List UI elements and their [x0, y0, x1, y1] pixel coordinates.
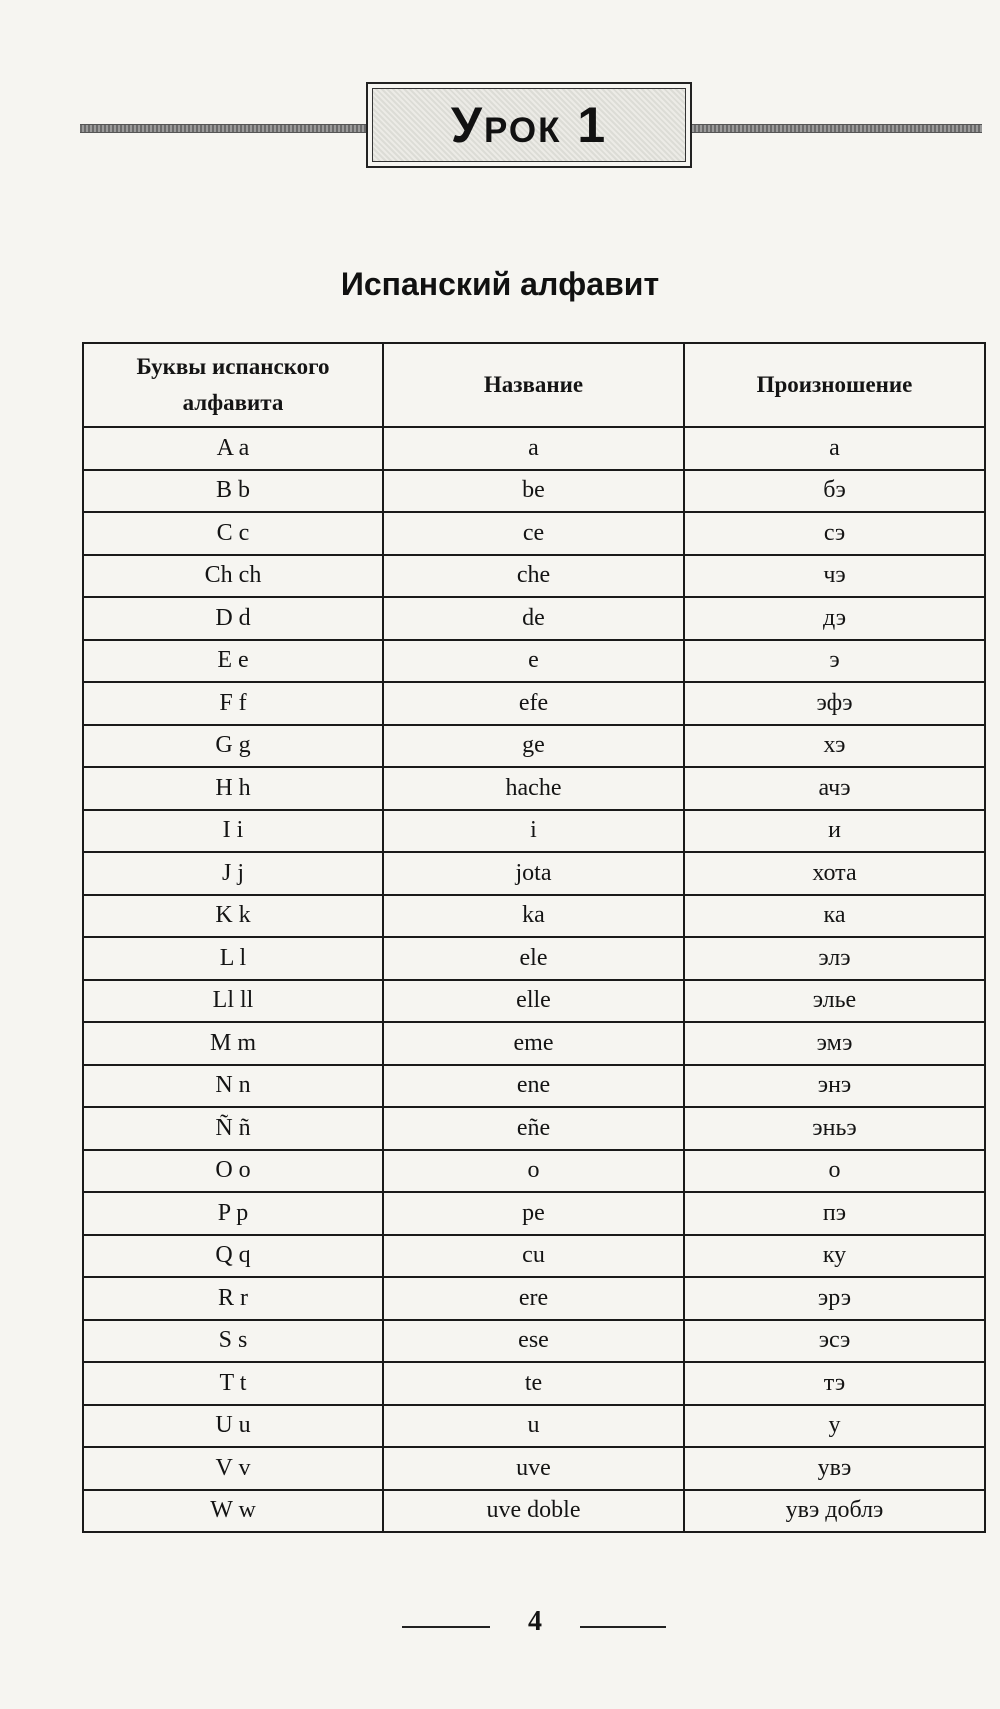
- table-row: [83, 597, 985, 640]
- table-row: [83, 682, 985, 725]
- cell-pronunciation: эмэ: [684, 1022, 985, 1065]
- cell-name: ele: [383, 937, 684, 980]
- table-row: [83, 1235, 985, 1278]
- alphabet-table-body: [83, 427, 985, 1532]
- cell-pronunciation: хэ: [684, 725, 985, 768]
- lesson-heading-inner: [372, 88, 686, 162]
- cell-pronunciation: эньэ: [684, 1107, 985, 1150]
- table-row: [83, 1362, 985, 1405]
- cell-pronunciation: бэ: [684, 470, 985, 513]
- cell-pronunciation: а: [684, 427, 985, 470]
- cell-name: ere: [383, 1277, 684, 1320]
- table-row: [83, 1192, 985, 1235]
- cell-pronunciation: увэ доблэ: [684, 1490, 985, 1533]
- header-rule-left: [80, 124, 370, 133]
- cell-pronunciation: энэ: [684, 1065, 985, 1108]
- table-row: [83, 1405, 985, 1448]
- cell-name: uve: [383, 1447, 684, 1490]
- page-title: Испанский алфавит: [340, 266, 660, 302]
- cell-letters: O o: [83, 1150, 383, 1193]
- cell-letters: V v: [83, 1447, 383, 1490]
- cell-name: ese: [383, 1320, 684, 1363]
- cell-letters: L l: [83, 937, 383, 980]
- table-row: [83, 895, 985, 938]
- header-rule-right: [690, 124, 982, 133]
- page-footer: [0, 1604, 1000, 1644]
- table-row: [83, 937, 985, 980]
- cell-pronunciation: и: [684, 810, 985, 853]
- cell-name: be: [383, 470, 684, 513]
- cell-name: de: [383, 597, 684, 640]
- table-row: [83, 852, 985, 895]
- cell-letters: Ñ ñ: [83, 1107, 383, 1150]
- cell-pronunciation: ачэ: [684, 767, 985, 810]
- cell-letters: C c: [83, 512, 383, 555]
- cell-pronunciation: дэ: [684, 597, 985, 640]
- cell-name: o: [383, 1150, 684, 1193]
- cell-pronunciation: хота: [684, 852, 985, 895]
- cell-letters: Ll ll: [83, 980, 383, 1023]
- table-row: [83, 512, 985, 555]
- cell-pronunciation: э: [684, 640, 985, 683]
- header-name: Название: [383, 343, 684, 427]
- cell-name: che: [383, 555, 684, 598]
- cell-pronunciation: ку: [684, 1235, 985, 1278]
- cell-name: jota: [383, 852, 684, 895]
- cell-letters: Q q: [83, 1235, 383, 1278]
- cell-letters: P p: [83, 1192, 383, 1235]
- cell-name: ge: [383, 725, 684, 768]
- table-row: [83, 470, 985, 513]
- table-row: [83, 1277, 985, 1320]
- cell-letters: J j: [83, 852, 383, 895]
- table-row: [83, 1107, 985, 1150]
- alphabet-table: [82, 342, 986, 1533]
- cell-pronunciation: ка: [684, 895, 985, 938]
- cell-letters: N n: [83, 1065, 383, 1108]
- cell-letters: Ch ch: [83, 555, 383, 598]
- cell-letters: F f: [83, 682, 383, 725]
- cell-letters: S s: [83, 1320, 383, 1363]
- cell-name: a: [383, 427, 684, 470]
- cell-pronunciation: чэ: [684, 555, 985, 598]
- table-row: [83, 1065, 985, 1108]
- cell-letters: W w: [83, 1490, 383, 1533]
- table-header-row: [83, 343, 985, 427]
- cell-letters: E e: [83, 640, 383, 683]
- cell-name: e: [383, 640, 684, 683]
- table-row: [83, 767, 985, 810]
- table-row: [83, 427, 985, 470]
- cell-pronunciation: эльe: [684, 980, 985, 1023]
- cell-name: ka: [383, 895, 684, 938]
- cell-name: uve doble: [383, 1490, 684, 1533]
- cell-letters: M m: [83, 1022, 383, 1065]
- cell-name: efe: [383, 682, 684, 725]
- cell-name: eme: [383, 1022, 684, 1065]
- cell-name: te: [383, 1362, 684, 1405]
- lesson-title: Урок 1: [450, 97, 608, 153]
- header-pronunciation: Произношение: [684, 343, 985, 427]
- page-number-rule-left: [402, 1626, 490, 1628]
- cell-letters: K k: [83, 895, 383, 938]
- cell-letters: A a: [83, 427, 383, 470]
- table-row: [83, 1022, 985, 1065]
- cell-pronunciation: эсэ: [684, 1320, 985, 1363]
- cell-pronunciation: тэ: [684, 1362, 985, 1405]
- cell-letters: G g: [83, 725, 383, 768]
- cell-letters: R r: [83, 1277, 383, 1320]
- cell-pronunciation: пэ: [684, 1192, 985, 1235]
- cell-pronunciation: сэ: [684, 512, 985, 555]
- table-row: [83, 810, 985, 853]
- cell-letters: D d: [83, 597, 383, 640]
- page-number: 4: [528, 1606, 542, 1637]
- table-row: [83, 640, 985, 683]
- cell-pronunciation: эрэ: [684, 1277, 985, 1320]
- table-row: [83, 1320, 985, 1363]
- table-row: [83, 1150, 985, 1193]
- lesson-heading-box: [366, 82, 692, 168]
- table-row: [83, 1490, 985, 1533]
- cell-name: pe: [383, 1192, 684, 1235]
- cell-name: ene: [383, 1065, 684, 1108]
- cell-pronunciation: эфэ: [684, 682, 985, 725]
- cell-letters: T t: [83, 1362, 383, 1405]
- cell-name: i: [383, 810, 684, 853]
- cell-pronunciation: увэ: [684, 1447, 985, 1490]
- table-row: [83, 725, 985, 768]
- cell-letters: H h: [83, 767, 383, 810]
- cell-name: elle: [383, 980, 684, 1023]
- cell-letters: B b: [83, 470, 383, 513]
- cell-name: u: [383, 1405, 684, 1448]
- page-number-rule-right: [580, 1626, 666, 1628]
- cell-letters: U u: [83, 1405, 383, 1448]
- cell-pronunciation: элэ: [684, 937, 985, 980]
- cell-name: ce: [383, 512, 684, 555]
- cell-pronunciation: о: [684, 1150, 985, 1193]
- cell-name: eñe: [383, 1107, 684, 1150]
- cell-name: hache: [383, 767, 684, 810]
- table-row: [83, 980, 985, 1023]
- table-row: [83, 555, 985, 598]
- header-letters: Буквы испанского алфавита: [83, 343, 383, 427]
- table-row: [83, 1447, 985, 1490]
- cell-letters: I i: [83, 810, 383, 853]
- cell-name: cu: [383, 1235, 684, 1278]
- cell-pronunciation: у: [684, 1405, 985, 1448]
